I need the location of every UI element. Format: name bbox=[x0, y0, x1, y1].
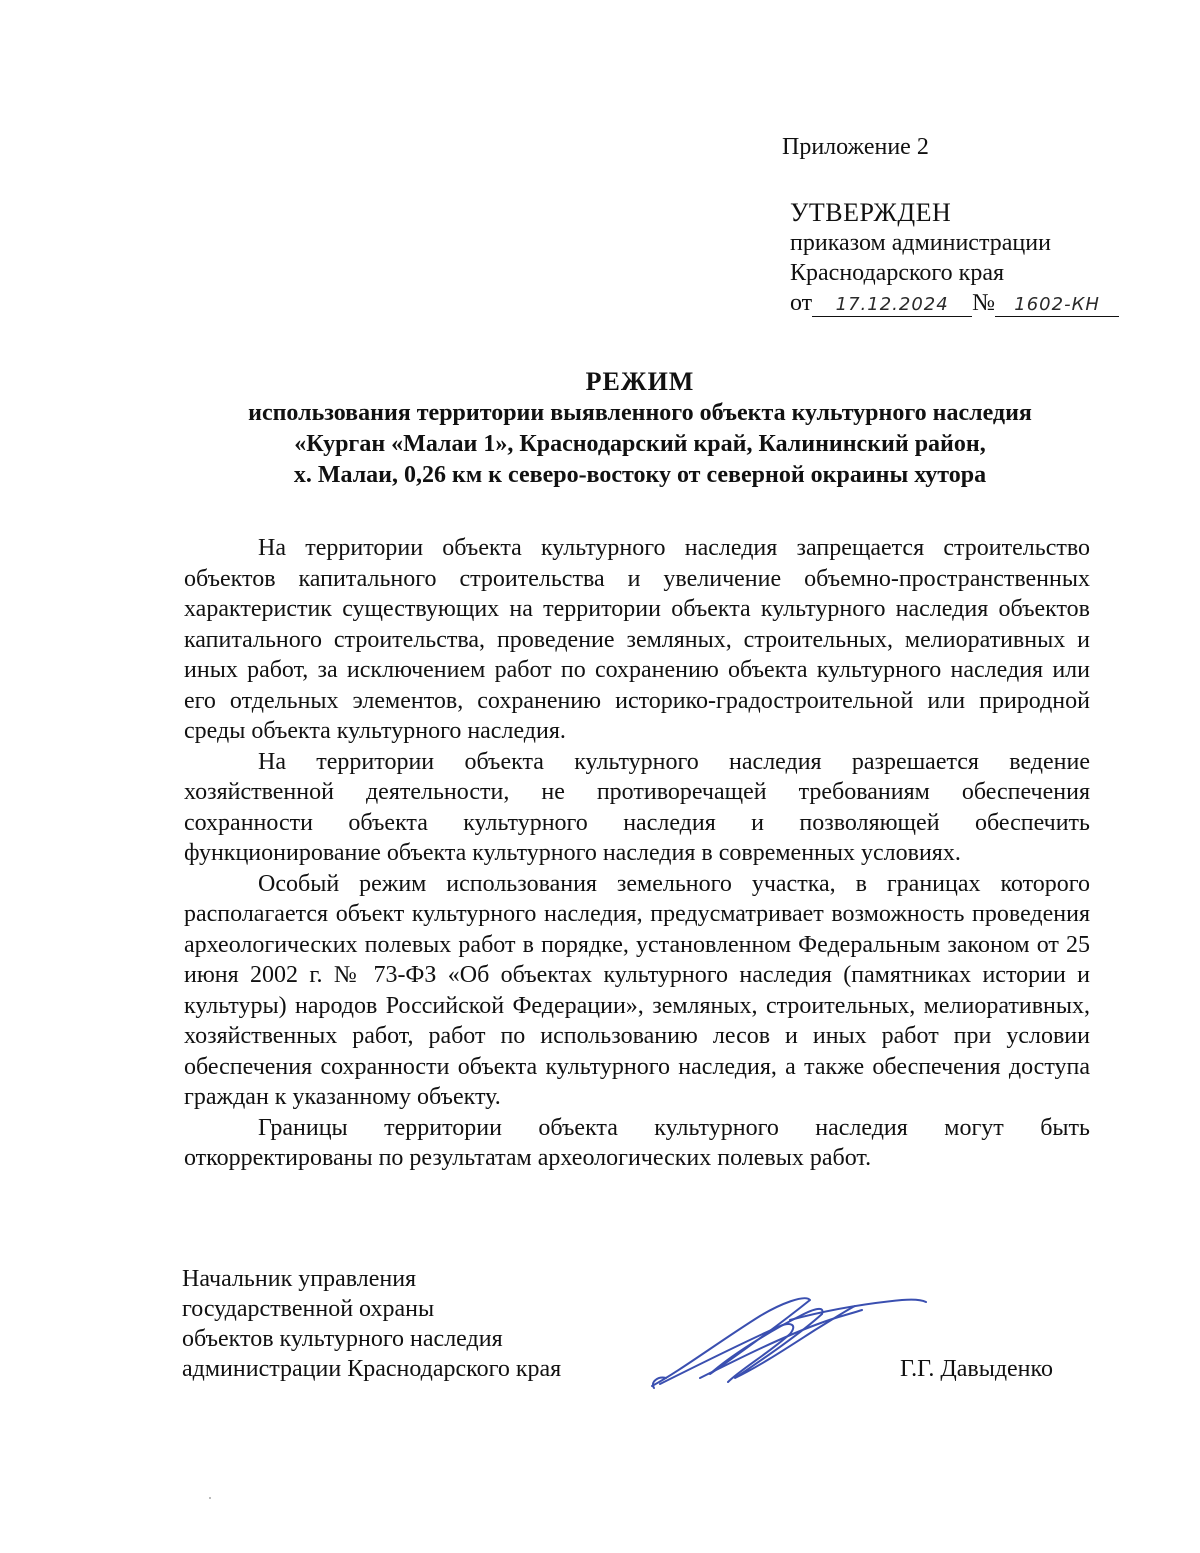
title-line-1: использования территории выявленного объекта культурного наследия bbox=[248, 400, 1032, 426]
paragraph-4: Границы территории объекта культурного наследия могут быть откорректированы по результатам археологических полевых работ. bbox=[184, 1114, 1090, 1171]
handwritten-date: 17.12.2024 bbox=[812, 294, 972, 317]
scan-speck bbox=[209, 1497, 211, 1499]
paragraph-2: На территории объекта культурного наследия разрешается ведение хозяйственной деятельности, не противоречащей требованиям обеспечения сохранности объекта культурного наследия и позволяющей обеспечить функционирование объекта культурного наследия в современных условиях. bbox=[184, 748, 1090, 866]
document-body bbox=[184, 533, 1090, 1174]
signer-position-line-3: объектов культурного наследия bbox=[182, 1326, 503, 1352]
signer-position-line-1: Начальник управления bbox=[182, 1266, 417, 1292]
approval-date-line bbox=[790, 288, 1119, 318]
signer-name: Г.Г. Давыденко bbox=[900, 1356, 1053, 1382]
approved-label: УТВЕРЖДЕН bbox=[790, 198, 952, 227]
appendix-label: Приложение 2 bbox=[782, 134, 929, 160]
signer-position bbox=[182, 1264, 561, 1384]
title-line-3: х. Малаи, 0,26 км к северо-востоку от северной окраины хутора bbox=[293, 462, 987, 488]
approval-line-1: приказом администрации bbox=[790, 230, 1051, 256]
title-line-2: «Курган «Малаи 1», Краснодарский край, Калининский район, bbox=[294, 431, 986, 457]
paragraph-1: На территории объекта культурного наследия запрещается строительство объектов капитального строительства и увеличение объемно-пространственных характеристик существующих на территории объекта культурного наследия объектов капитального строительства, проведение земляных, строительных, мелиоративных и иных работ, за исключением работ по сохранению объекта культурного наследия или его отдельных элементов, сохранению историко-градостроительной или природной среды объекта культурного наследия. bbox=[184, 535, 1090, 744]
approval-line-2: Краснодарского края bbox=[790, 260, 1005, 286]
paragraph-3: Особый режим использования земельного участка, в границах которого располагается объект культурного наследия, предусматривает возможность проведения археологических полевых работ в порядке, установленном Федеральным законом от 25 июня 2002 г. № 73-ФЗ «Об объектах культурного наследия (памятниках истории и культуры) народов Российской Федерации», земляных, строительных, мелиоративных, хозяйственных работ, работ по использованию лесов и иных работ при условии обеспечения сохранности объекта культурного наследия, а также обеспечения доступа граждан к указанному объекту. bbox=[184, 870, 1090, 1110]
signer-position-line-4: администрации Краснодарского края bbox=[182, 1356, 562, 1382]
handwritten-number: 1602-КН bbox=[995, 294, 1119, 317]
signer-position-line-2: государственной охраны bbox=[182, 1296, 435, 1322]
approval-block bbox=[790, 198, 1119, 318]
number-prefix: № bbox=[972, 290, 996, 316]
document-title bbox=[140, 366, 1140, 491]
date-prefix: от bbox=[790, 290, 813, 316]
title-main: РЕЖИМ bbox=[585, 367, 695, 396]
handwritten-signature bbox=[640, 1286, 940, 1396]
